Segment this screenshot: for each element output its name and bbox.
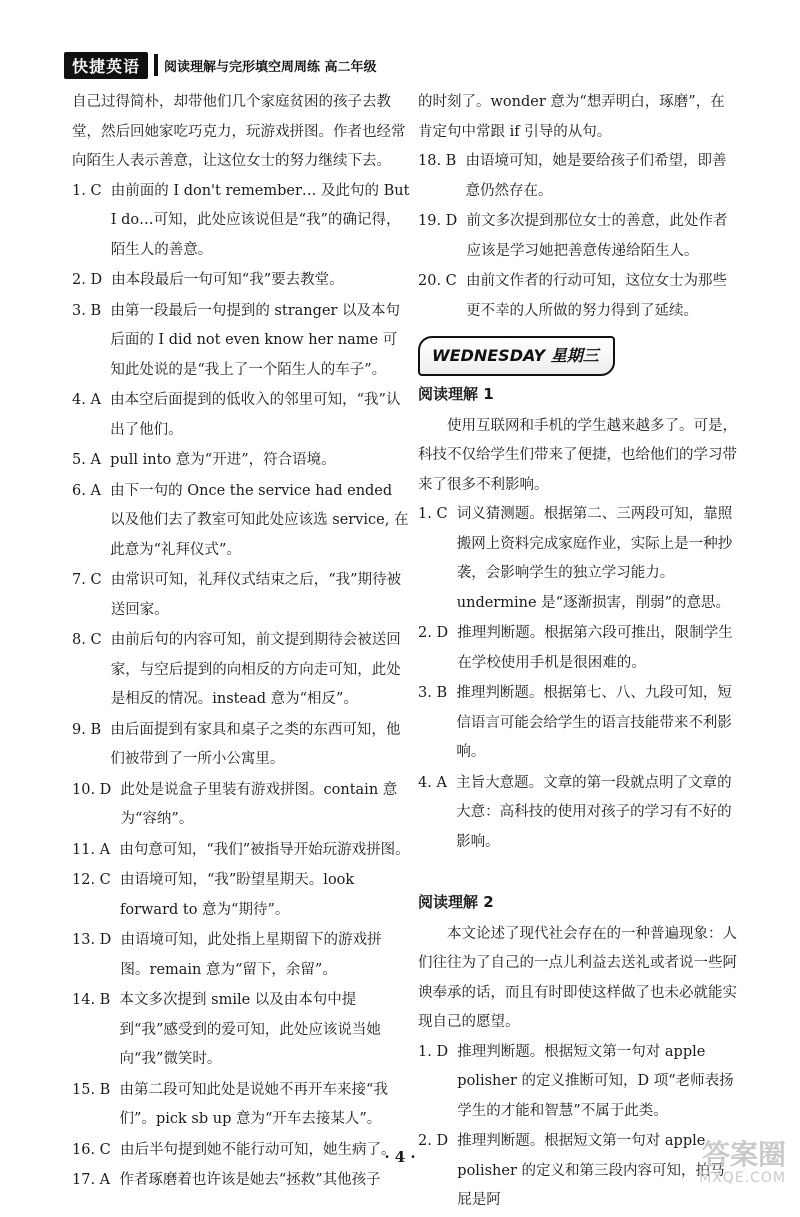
left-answer-list [72,177,410,1196]
answer-item [418,147,738,206]
answer-item [72,986,410,1075]
answer-explanation: 由前后句的内容可知，前文提到期待会被送回家，与空后提到的向相反的方向走可知，此处是相反的情况。instead 意为“相反”。 [110,632,401,707]
answer-number: 19. D [418,213,458,229]
answer-number: 8. C [72,632,102,648]
left-intro-text: 自己过得简朴，却带他们几个家庭贫困的孩子去教堂，然后回她家吃巧克力，玩游戏拼图。作者也经常向陌生人表示善意，让这位女士的努力继续下去。 [72,94,406,169]
answer-number: 17. A [72,1172,111,1188]
answer-number: 3. B [418,685,448,701]
answer-explanation: 由后面提到有家具和桌子之类的东西可知，他们被带到了一所小公寓里。 [110,721,401,767]
answer-item [418,267,738,326]
answer-number: 13. D [72,932,112,948]
answer-item [72,177,410,266]
answer-item [72,926,410,985]
answer-number: 1. D [418,1043,449,1060]
answer-item [72,386,410,445]
answer-explanation: 由第二段可知此处是说她不再开车来接“我们”。pick sb up 意为“开车去接某人”。 [119,1081,388,1127]
answer-explanation: 由前面的 I don't remember… 及此句的 But I do…可知，此处应该说但是“我”的确记得，陌生人的善意。 [110,182,410,258]
header-divider [154,54,158,76]
reading2-title: 阅读理解 2 [418,893,494,911]
answer-item [72,1076,410,1135]
answer-number: 2. D [418,1133,449,1149]
answer-explanation: pull into 意为“开进”，符合语境。 [110,452,336,468]
answer-item [418,1038,738,1127]
answer-explanation: 由本空后面提到的低收入的邻里可知，“我”认出了他们。 [110,392,401,438]
watermark-url: MXQE.COM [699,1170,786,1186]
answer-number: 3. B [72,302,102,319]
answer-number: 2. D [72,272,103,288]
answer-item [72,776,410,835]
page-header [64,52,377,78]
answer-item [72,446,410,476]
reading1-intro: 使用互联网和手机的学生越来越多了。可是，科技不仅给学生们带来了便捷，也给他们的学习带来了很多不利影响。 [418,417,737,493]
answer-explanation: 由后半句提到她不能行动可知，她生病了。 [119,1141,396,1158]
answer-explanation: 词义猜测题。根据第二、三两段可知，靠照搬网上资料完成家庭作业，实际上是一种抄袭，会影响学生的独立学习能力。undermine 是“逐渐损害，削弱”的意思。 [456,506,733,611]
answer-number: 9. B [72,721,102,738]
answer-number: 16. C [72,1141,111,1158]
answer-item [72,477,410,566]
answer-number: 18. B [418,153,457,169]
answer-number: 1. C [418,506,448,522]
answer-explanation: 由语境可知，此处指上星期留下的游戏拼图。remain 意为“留下，余留”。 [120,932,382,978]
answer-item [418,500,738,618]
answer-explanation: 主旨大意题。文章的第一段就点明了文章的大意：高科技的使用对孩子的学习有不好的影响。 [456,774,732,850]
answer-explanation: 由本段最后一句可知“我”要去教堂。 [111,272,344,288]
answer-explanation: 由下一句的 Once the service had ended 以及他们去了教室可知此处应该选 service, 在此意为“礼拜仪式”。 [110,482,409,558]
answer-item [418,769,738,858]
answer-item [72,716,410,775]
book-subtitle: 阅读理解与完形填空周周练 高二年级 [164,59,377,75]
day-section-header [418,339,738,373]
answer-number: 10. D [72,781,112,798]
answer-number: 20. C [418,273,457,289]
answer-number: 12. C [72,872,111,888]
answer-explanation: 推理判断题。根据第六段可推出，限制学生在学校使用手机是很困难的。 [457,625,733,671]
right-answer-list [418,147,738,326]
watermark-logo-text: 答案圈 [701,1138,786,1171]
answer-explanation: 作者琢磨着也许该是她去“拯救”其他孩子 [119,1172,381,1188]
answer-explanation: 推理判断题。根据短文第一句对 apple polisher 的定义推断可知，D 项“老师表扬学生的才能和智慧”不属于此类。 [457,1043,734,1119]
answer-item [72,566,410,625]
answer-explanation: 由语境可知，她是要给孩子们希望，即善意仍然存在。 [465,153,727,199]
site-watermark [636,1140,786,1192]
page-number: · 4 · [384,1148,416,1166]
answer-item [418,619,738,678]
right-intro-text: 的时刻了。wonder 意为“想弄明白，琢磨”，在肯定句中常跟 if 引导的从句。 [418,94,725,140]
answer-item [418,679,738,768]
answer-number: 4. A [418,774,447,791]
brand-logo: 快捷英语 [64,52,148,79]
answer-number: 7. C [72,572,102,588]
answer-number: 2. D [418,625,449,641]
left-column [72,88,410,1197]
answer-item [72,626,410,715]
day-ribbon: WEDNESDAY 星期三 [418,336,615,376]
answer-number: 14. B [72,992,111,1008]
section-gap [418,858,738,884]
answer-number: 11. A [72,841,111,858]
answer-explanation: 由语境可知，“我”盼望星期天。look forward to 意为“期待”。 [119,872,355,918]
answer-item [72,1166,410,1196]
answer-explanation: 此处是说盒子里装有游戏拼图。contain 意为“容纳”。 [120,781,398,827]
answer-number: 4. A [72,392,101,408]
reading1-answer-list [418,500,738,857]
answer-explanation: 推理判断题。根据短文第一句对 apple polisher 的定义和第三段内容可知，拍马屁是阿 [457,1133,725,1208]
answer-item [72,266,410,296]
reading1-title: 阅读理解 1 [418,385,494,403]
answer-explanation: 由句意可知，“我们”被指导开始玩游戏拼图。 [119,841,410,858]
answer-item [72,297,410,386]
answer-number: 5. A [72,452,101,468]
answer-item [418,207,738,266]
reading2-intro: 本文论述了现代社会存在的一种普遍现象：人们往往为了自己的一点儿利益去送礼或者说一些阿谀奉承的话，而且有时即使这样做了也未必就能实现自己的愿望。 [418,925,737,1030]
answer-explanation: 本文多次提到 smile 以及由本句中提到“我”感受到的爱可知，此处应该说当她向“我”微笑时。 [119,992,381,1067]
answer-explanation: 前文多次提到那位女士的善意，此处作者应该是学习她把善意传递给陌生人。 [466,213,728,259]
answer-explanation: 由常识可知，礼拜仪式结束之后，“我”期待被送回家。 [110,572,402,618]
answer-number: 6. A [72,482,101,499]
answer-item [72,866,410,925]
right-column [418,88,738,1217]
answer-explanation: 由第一段最后一句提到的 stranger 以及本句后面的 I did not even know her name 可知此处说的是“我上了一个陌生人的车子”。 [110,302,401,378]
answer-number: 1. C [72,182,102,199]
answer-explanation: 推理判断题。根据第七、八、九段可知，短信语言可能会给学生的语言技能带来不利影响。 [456,685,732,760]
answer-explanation: 由前文作者的行动可知，这位女士为那些更不幸的人所做的努力得到了延续。 [465,273,727,319]
answer-number: 15. B [72,1081,111,1098]
answer-item [72,836,410,866]
